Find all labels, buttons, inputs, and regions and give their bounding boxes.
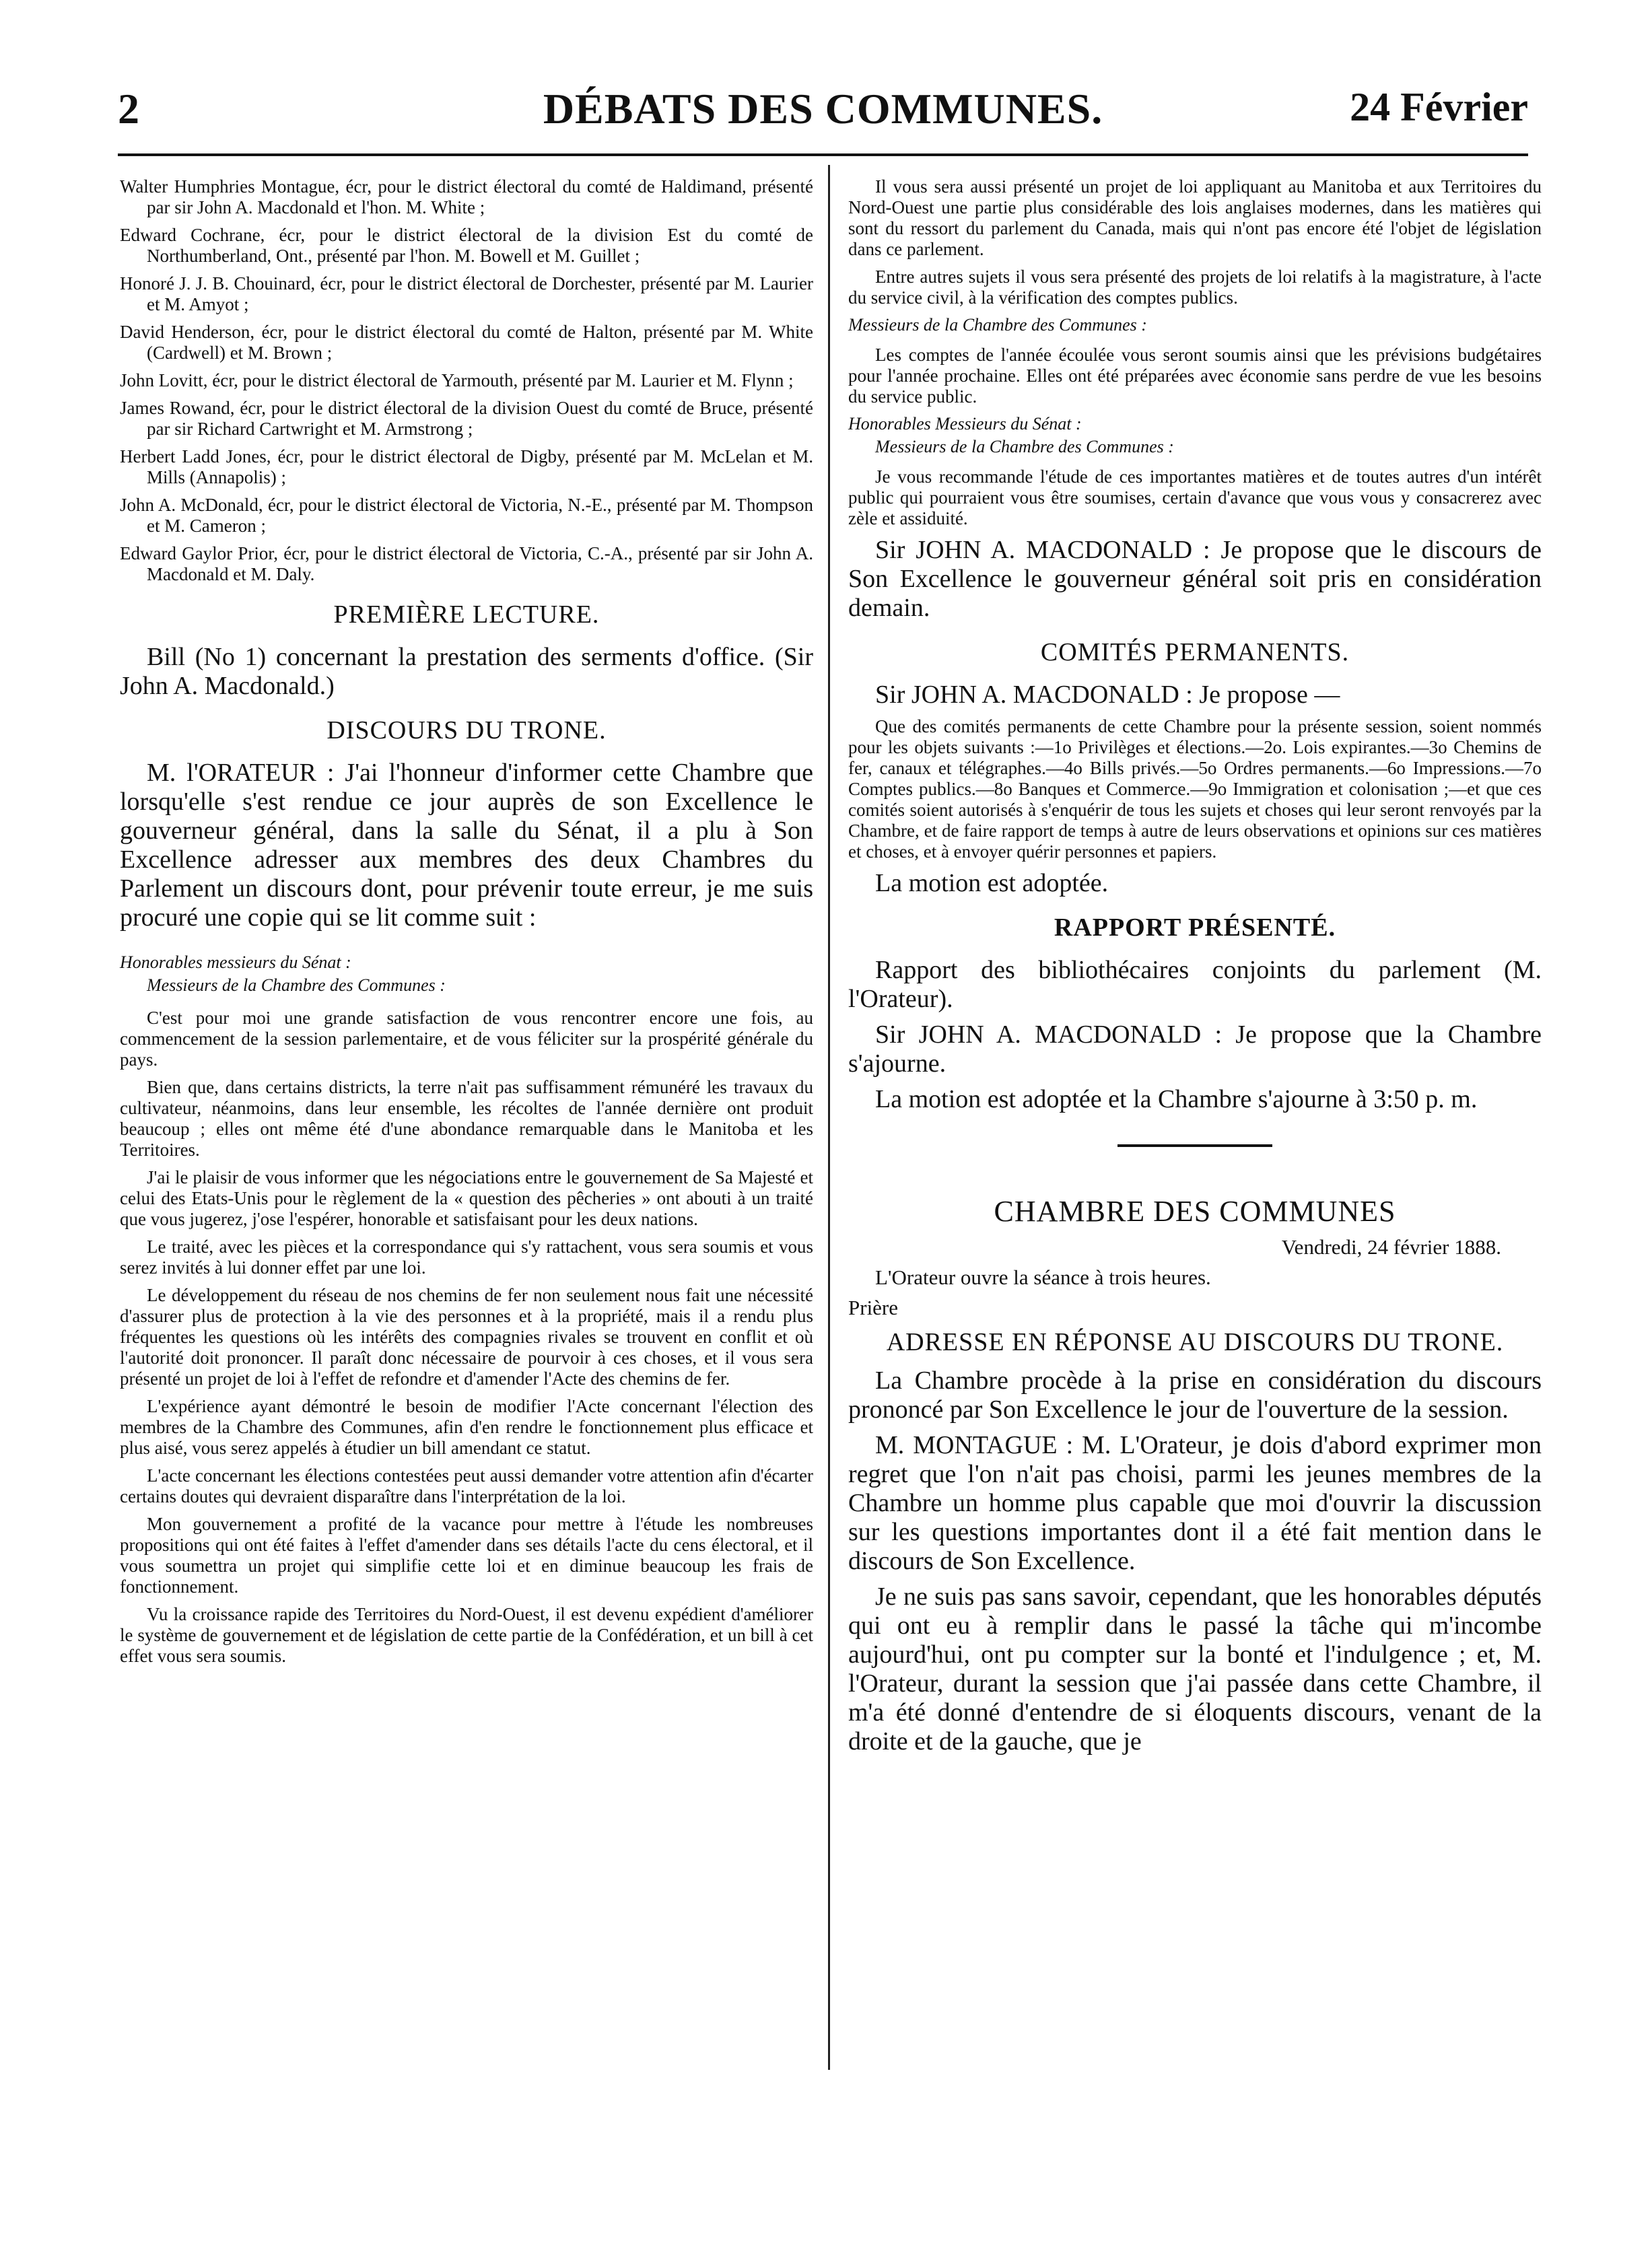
speech-paragraph: C'est pour moi une grande satisfaction de vous rencontrer encore une fois, au commencement de la session parlementaire, et de vous féliciter sur la prospérité générale du pays.: [120, 1008, 813, 1070]
montague-speech: Je ne suis pas sans savoir, cependant, que les honorables députés qui ont eu à remplir dans le passé la tâche qui m'incombe aujourd'hui, ont pu compter sur la bonté et l'indulgence ; et, M. l'Orateur, durant la session que j'ai passée dans cette Chambre, il m'a été donné d'entendre de si éloquents discours, venant de la droite et de la gauche, que je: [848, 1583, 1542, 1756]
column-divider: [828, 165, 830, 2070]
speech-paragraph: Bien que, dans certains districts, la terre n'ait pas suffisamment rémunéré les travaux du cultivateur, néanmoins, dans leur ensemble, les récoltes de l'année dernière ont produit beaucoup ; elles ont même été d'une abondance remarquable dans le Manitoba et les Territoires.: [120, 1077, 813, 1160]
macdonald-motion-1: Sir JOHN A. MACDONALD : Je propose que le discours de Son Excellence le gouverneur général soit pris en considération demain.: [848, 536, 1542, 622]
member-entry: Walter Humphries Montague, écr, pour le district électoral du comté de Haldimand, présenté par sir John A. Macdonald et l'hon. M. White ;: [120, 176, 813, 217]
speech-paragraph: Entre autres sujets il vous sera présenté des projets de loi relatifs à la magistrature, à l'acte du service civil, à la vérification des comptes publics.: [848, 267, 1542, 308]
salutation-communes: Messieurs de la Chambre des Communes :: [848, 315, 1147, 335]
section-heading-rapport: RAPPORT PRÉSENTÉ.: [1054, 913, 1336, 942]
sitting-date: Vendredi, 24 février 1888.: [1281, 1235, 1501, 1259]
speech-paragraph: L'expérience ayant démontré le besoin de modifier l'Acte concernant l'élection des membres de la Chambre des Communes, afin d'en rendre le fonctionnement plus efficace et plus aisé, vous serez appelés à étudier un bill amendant ce statut.: [120, 1396, 813, 1458]
member-entry: John Lovitt, écr, pour le district électoral de Yarmouth, présenté par M. Laurier et M. Flynn ;: [120, 370, 794, 390]
member-entry: Honoré J. J. B. Chouinard, écr, pour le district électoral de Dorchester, présenté par M. Laurier et M. Amyot ;: [120, 273, 813, 314]
speech-paragraph: Le développement du réseau de nos chemins de fer non seulement nous fait une nécessité d'assurer plus de protection à la vie des personnes et à la propriété, mais il a rendu plus fréquentes les questions où les intérêts des compagnies rivales se trouvent en conflit et où l'autorité doit prononcer. Il paraît donc nécessaire de pourvoir à ces choses, et il vous sera présenté un projet de loi à l'effet de refondre et d'amender l'Acte des chemins de fer.: [120, 1285, 813, 1389]
speech-paragraph: Mon gouvernement a profité de la vacance pour mettre à l'étude les nombreuses propositions qui ont été faites à l'effet d'amender dans ses détails l'acte du cens électoral, et il vous soumettra un projet qui simplifie cette loi et en diminue beaucoup les frais de fonctionnement.: [120, 1514, 813, 1597]
recommande-paragraph: Je vous recommande l'étude de ces importantes matières et de toutes autres d'un intérêt public qui pourraient vous être soumises, certain d'avance que vous vous y consacrerez avec zèle et assiduité.: [848, 466, 1542, 528]
page-date: 24 Février: [1350, 85, 1528, 129]
member-entry: John A. McDonald, écr, pour le district électoral de Victoria, N.-E., présenté par M. Thompson et M. Cameron ;: [120, 495, 813, 536]
section-rule: [1117, 1144, 1272, 1147]
page-number: 2: [118, 85, 139, 133]
orateur-ouvre: L'Orateur ouvre la séance à trois heures.: [875, 1265, 1211, 1289]
right-column: [848, 176, 1542, 1763]
member-entry: Edward Gaylor Prior, écr, pour le district électoral de Victoria, C.-A., présenté par sir John A. Macdonald et M. Daly.: [120, 543, 813, 584]
chambre-procede: La Chambre procède à la prise en considération du discours prononcé par Son Excellence le jour de l'ouverture de la session.: [848, 1366, 1542, 1424]
orateur-intro: M. l'ORATEUR : J'ai l'honneur d'informer cette Chambre que lorsqu'elle s'est rendue ce jour auprès de son Excellence le gouverneur général, dans la salle du Sénat, il a plu à Son Excellence adresser aux membres des deux Chambres du Parlement un discours dont, pour prévenir toute erreur, je me suis procuré une copie qui se lit comme suit :: [120, 759, 813, 932]
speech-paragraph: Le traité, avec les pièces et la correspondance qui s'y rattachent, vous sera soumis et vous serez invités à lui donner effet par une loi.: [120, 1237, 813, 1278]
page-header: [118, 84, 1528, 145]
header-rule: [118, 153, 1528, 156]
priere: Prière: [848, 1296, 899, 1319]
member-entry: Edward Cochrane, écr, pour le district électoral de la division Est du comté de Northumberland, Ont., présenté par l'hon. M. Bowell et M. Guillet ;: [120, 225, 813, 266]
speech-paragraph: L'acte concernant les élections contestées peut aussi demander votre attention afin d'écarter certains doutes qui devraient disparaître dans l'interprétation de la loi.: [120, 1465, 813, 1506]
salutation-senat: Honorables messieurs du Sénat :: [120, 952, 351, 972]
montague-speech: M. MONTAGUE : M. L'Orateur, je dois d'abord exprimer mon regret que l'on n'ait pas choisi, parmi les jeunes membres de la Chambre un homme plus capable que moi d'ouvrir la discussion sur les questions importantes dont il a été fait mention dans le discours de Son Excellence.: [848, 1431, 1542, 1575]
bill-paragraph: Bill (No 1) concernant la prestation des serments d'office. (Sir John A. Macdonald.): [120, 643, 813, 700]
member-entry: Herbert Ladd Jones, écr, pour le district électoral de Digby, présenté par M. McLelan et M. Mills (Annapolis) ;: [120, 446, 813, 487]
macdonald-motion-2: Sir JOHN A. MACDONALD : Je propose —: [875, 681, 1340, 709]
speech-paragraph: J'ai le plaisir de vous informer que les négociations entre le gouvernement de Sa Majesté et celui des Etats-Unis pour le règlement de la « question des pêcheries » ont abouti à un traité que vous jugerez, j'ose l'espérer, honorable et satisfaisant pour les deux nations.: [120, 1167, 813, 1229]
motion-adoptee: La motion est adoptée et la Chambre s'ajourne à 3:50 p. m.: [875, 1085, 1478, 1113]
page-title: DÉBATS DES COMMUNES.: [543, 85, 1103, 133]
section-heading-comites: COMITÉS PERMANENTS.: [1040, 638, 1350, 666]
member-entry: James Rowand, écr, pour le district électoral de la division Ouest du comté de Bruce, présenté par sir Richard Cartwright et M. Armstrong ;: [120, 398, 813, 439]
salutation-communes: Messieurs de la Chambre des Communes :: [875, 437, 1174, 456]
speech-paragraph: Vu la croissance rapide des Territoires du Nord-Ouest, il est devenu expédient d'améliorer le système de gouvernement et de législation de cette partie de la Confédération, et un bill à cet effet vous sera soumis.: [120, 1604, 813, 1666]
section-heading-premiere-lecture: PREMIÈRE LECTURE.: [333, 600, 600, 629]
rapport-paragraph: Rapport des bibliothécaires conjoints du parlement (M. l'Orateur).: [848, 956, 1542, 1013]
member-entry: David Henderson, écr, pour le district électoral du comté de Halton, présenté par M. White (Cardwell) et M. Brown ;: [120, 322, 813, 363]
left-column: [120, 176, 813, 1673]
chambre-heading: CHAMBRE DES COMMUNES: [994, 1195, 1396, 1228]
salutation-communes: Messieurs de la Chambre des Communes :: [147, 975, 446, 995]
comites-paragraph: Que des comités permanents de cette Chambre pour la présente session, soient nommés pour les objets suivants :—1o Privilèges et élections.—2o. Lois expirantes.—3o Chemins de fer, canaux et télégraphes.—4o Bills privés.—5o Ordres permanents.—6o Impressions.—7o Comptes publics.—8o Banques et Commerce.—9o Immigration et colonisation ;—et que ces comités soient autorisés à s'enquérir de tous les sujets et choses qui leur seront renvoyés par la Chambre, et de faire rapport de temps à autre de leurs observations et opinions sur ces matières et choses, et à envoyer quérir personnes et papiers.: [848, 716, 1542, 862]
comptes-paragraph: Les comptes de l'année écoulée vous seront soumis ainsi que les prévisions budgétaires pour l'année prochaine. Elles ont été préparées avec économie sans perdre de vue les besoins du service public.: [848, 345, 1542, 407]
section-heading-discours: DISCOURS DU TRONE.: [326, 716, 607, 744]
speech-paragraph: Il vous sera aussi présenté un projet de loi appliquant au Manitoba et aux Territoires du Nord-Ouest une partie plus considérable des lois anglaises modernes, dans les matières qui sont du ressort du parlement du Canada, mais qui n'ont pas encore été l'objet de législation dans ce parlement.: [848, 176, 1542, 259]
section-heading-adresse: ADRESSE EN RÉPONSE AU DISCOURS DU TRONE.: [886, 1328, 1504, 1356]
salutation-senat: Honorables Messieurs du Sénat :: [848, 414, 1082, 433]
motion-adoptee: La motion est adoptée.: [875, 869, 1109, 897]
macdonald-motion-3: Sir JOHN A. MACDONALD : Je propose que la Chambre s'ajourne.: [848, 1020, 1542, 1078]
